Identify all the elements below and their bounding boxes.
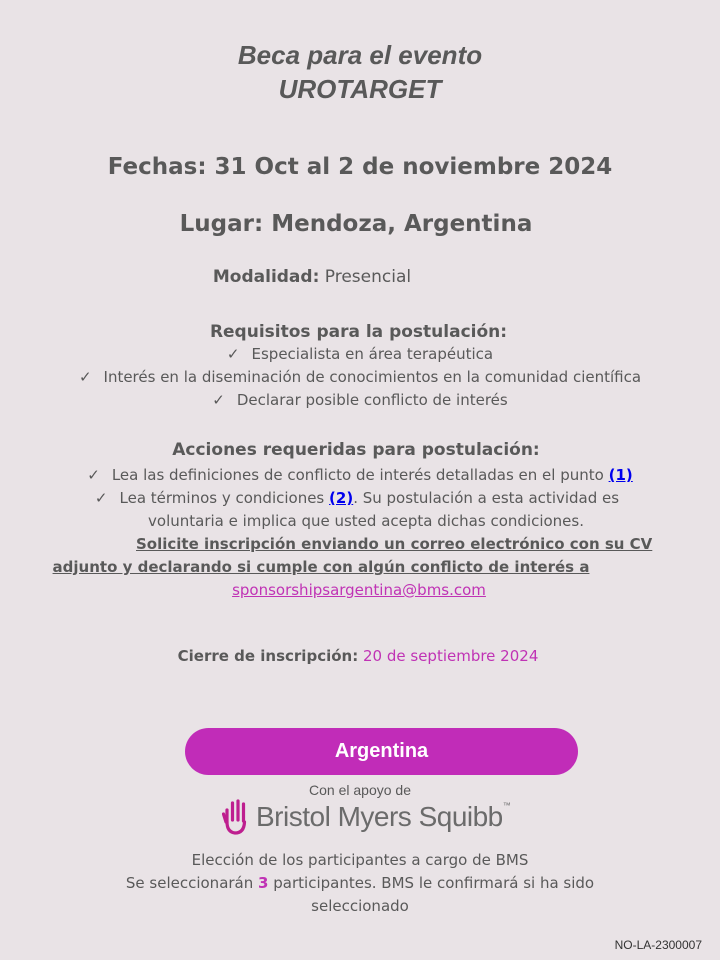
list-item: ✓ Lea las definiciones de conflicto de interés detalladas en el punto (1) bbox=[87, 466, 633, 484]
participant-count: 3 bbox=[258, 874, 269, 892]
location: Lugar: Mendoza, Argentina bbox=[179, 211, 533, 237]
terms-link[interactable]: (2) bbox=[329, 489, 354, 507]
closing-date bbox=[0, 645, 718, 668]
actions-list bbox=[0, 464, 720, 602]
apply-instruction-line-1: Solicite inscripción enviando un correo electrónico con su CV bbox=[136, 535, 653, 553]
closing-label: Cierre de inscripción: bbox=[177, 647, 359, 665]
logo-wordmark: Bristol Myers Squibb™ bbox=[256, 801, 511, 832]
title-line-1: Beca para el evento bbox=[237, 40, 483, 70]
definitions-link[interactable]: (1) bbox=[608, 466, 633, 484]
document-code: NO-LA-2300007 bbox=[614, 938, 702, 952]
list-item: ✓ Lea términos y condiciones (2). Su postulación a esta actividad es bbox=[94, 489, 620, 507]
check-icon: ✓ bbox=[212, 391, 225, 409]
requirements-list bbox=[0, 343, 720, 412]
selection-line-1: Elección de los participantes a cargo de BMS bbox=[191, 851, 529, 869]
actions-heading: Acciones requeridas para postulación: bbox=[172, 440, 540, 460]
selection-line-3: seleccionado bbox=[311, 897, 409, 915]
check-icon: ✓ bbox=[78, 368, 92, 386]
closing-value: 20 de septiembre 2024 bbox=[363, 647, 539, 665]
selection-note bbox=[0, 849, 720, 918]
requirements-heading: Requisitos para la postulación: bbox=[209, 322, 508, 342]
list-item: ✓ Especialista en área terapéutica bbox=[226, 345, 494, 363]
terms-continuation: voluntaria e implica que usted acepta dichas condiciones. bbox=[148, 512, 584, 530]
check-icon: ✓ bbox=[87, 466, 100, 484]
title-line-2: UROTARGET bbox=[278, 74, 442, 104]
hand-icon bbox=[222, 798, 248, 836]
check-icon: ✓ bbox=[94, 489, 108, 507]
modality bbox=[0, 267, 672, 287]
email-link[interactable]: sponsorshipsargentina@bms.com bbox=[232, 581, 486, 599]
list-item: ✓ Declarar posible conflicto de interés bbox=[212, 391, 508, 409]
bms-logo bbox=[222, 796, 510, 838]
dates: Fechas: 31 Oct al 2 de noviembre 2024 bbox=[107, 154, 613, 180]
actions-section bbox=[0, 440, 720, 602]
event-title bbox=[0, 38, 720, 106]
check-icon: ✓ bbox=[226, 345, 240, 363]
support-label: Con el apoyo de bbox=[309, 782, 411, 798]
selection-line-2: Se seleccionarán 3 participantes. BMS le confirmará si ha sido bbox=[125, 874, 595, 892]
country-button[interactable]: Argentina bbox=[185, 728, 578, 775]
list-item: ✓ Interés en la diseminación de conocimientos en la comunidad científica bbox=[78, 368, 642, 386]
modality-label: Modalidad: bbox=[212, 267, 320, 287]
requirements-section bbox=[0, 322, 720, 412]
apply-instruction-line-2: adjunto y declarando si cumple con algún conflicto de interés a bbox=[52, 558, 590, 576]
modality-value: Presencial bbox=[324, 267, 412, 287]
